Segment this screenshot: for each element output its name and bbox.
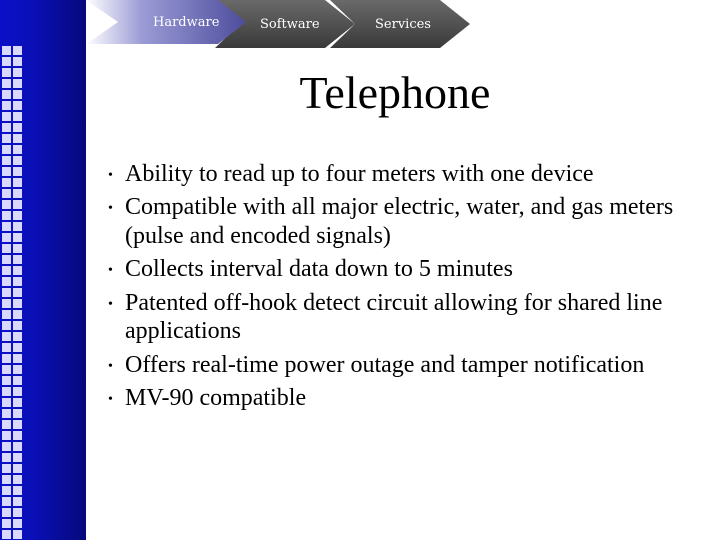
bullet-item (108, 255, 708, 284)
bullet-dot-icon: • (108, 358, 113, 374)
bullet-text: Offers real-time power outage and tamper notification (125, 351, 645, 378)
nav-tab-services[interactable]: Services (375, 17, 431, 32)
bullet-text: Ability to read up to four meters with one device (125, 161, 594, 187)
section-nav (0, 0, 720, 50)
bullet-item (108, 289, 708, 346)
slide-title-wrapper (0, 66, 720, 119)
nav-ribbon (0, 0, 720, 50)
nav-tab-hardware[interactable]: Hardware (153, 15, 220, 30)
decorative-square-pattern (2, 46, 22, 540)
bullet-dot-icon: • (108, 201, 113, 217)
nav-tab-software[interactable]: Software (260, 17, 320, 32)
bullet-item (108, 384, 708, 413)
bullet-dot-icon: • (108, 168, 113, 183)
bullet-item (108, 351, 708, 380)
bullet-dot-icon: • (108, 296, 113, 312)
bullet-text: Collects interval data down to 5 minutes (125, 256, 513, 283)
bullet-dot-icon: • (108, 391, 113, 407)
bullet-text: Patented off-hook detect circuit allowing for shared line applications (125, 289, 663, 345)
bullet-item (108, 160, 708, 189)
bullet-dot-icon: • (108, 263, 113, 279)
bullet-text: Compatible with all major electric, water, and gas meters (pulse and encoded signals) (125, 194, 674, 249)
slide-title: Telephone (299, 67, 491, 118)
bullet-text: MV-90 compatible (125, 384, 307, 411)
bullet-list (108, 160, 708, 417)
bullet-item (108, 193, 708, 250)
